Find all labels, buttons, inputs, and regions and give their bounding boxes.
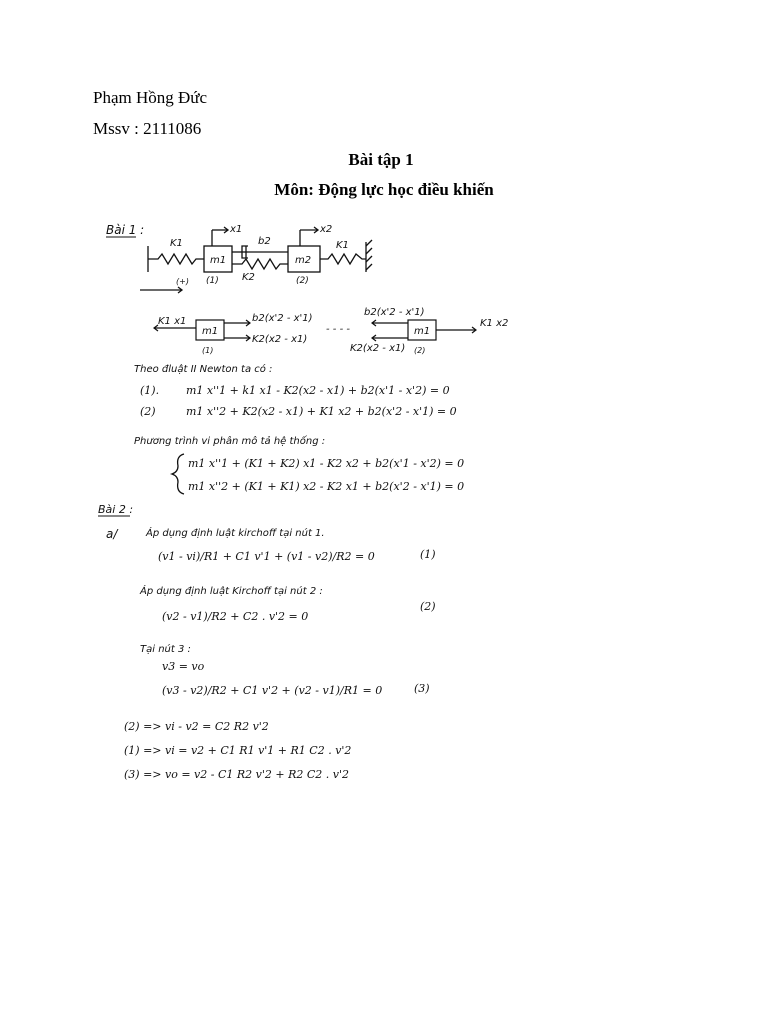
result-2: (1) => vi = v2 + C1 R1 v'1 + R1 C2 . v'2 bbox=[124, 744, 352, 757]
fbd-label-mass-1: m1 bbox=[202, 326, 219, 337]
kirchhoff-node2-intro: Áp dụng định luật Kirchoff tại nút 2 : bbox=[140, 586, 323, 597]
fbd-label-k2-left: K2(x2 - x1) bbox=[252, 334, 308, 345]
kirchhoff-node3-number: (3) bbox=[414, 682, 430, 695]
label-m2: m2 bbox=[295, 255, 312, 266]
label-node-1: (1) bbox=[206, 276, 219, 286]
system-eq2: m1 x''2 + (K1 + K1) x2 - K2 x1 + b2(x'2 - x'1) = 0 bbox=[188, 480, 465, 493]
label-k1: K1 bbox=[170, 238, 183, 249]
kirchhoff-node1-intro: Áp dụng định luật kirchoff tại nút 1. bbox=[146, 528, 325, 539]
label-m1: m1 bbox=[210, 255, 227, 266]
fbd-label-b2-left: b2(x'2 - x'1) bbox=[252, 313, 313, 324]
eq2: m1 x''2 + K2(x2 - x1) + K1 x2 + b2(x'2 - x'1) = 0 bbox=[186, 405, 457, 418]
eq2-number: (2) bbox=[140, 405, 156, 418]
label-x2: x2 bbox=[320, 224, 333, 235]
fbd-label-k1x2: K1 x2 bbox=[480, 318, 509, 329]
wall-hatch-4 bbox=[366, 264, 372, 270]
fbd-dots: - - - - bbox=[326, 324, 350, 335]
fbd-label-k2-right: K2(x2 - x1) bbox=[350, 343, 406, 354]
fbd-label-b2-right: b2(x'2 - x'1) bbox=[364, 307, 425, 318]
label-node-2: (2) bbox=[296, 276, 309, 286]
author-name: Phạm Hồng Đức bbox=[93, 88, 208, 107]
system-eq1: m1 x''1 + (K1 + K2) x1 - K2 x2 + b2(x'1 - x'2) = 0 bbox=[188, 457, 465, 470]
kirchhoff-node2-number: (2) bbox=[420, 600, 436, 613]
result-1: (2) => vi - v2 = C2 R2 v'2 bbox=[124, 720, 269, 733]
document-title: Bài tập 1 bbox=[348, 150, 414, 169]
fbd-label-k1x1: K1 x1 bbox=[158, 316, 187, 327]
node3-intro: Tại nút 3 : bbox=[140, 644, 191, 655]
bai2-label: Bài 2 : bbox=[98, 503, 134, 516]
kirchhoff-node1-eq: (v1 - vi)/R1 + C1 v'1 + (v1 - v2)/R2 = 0 bbox=[158, 550, 375, 563]
wall-hatch-3 bbox=[366, 256, 372, 262]
wall-hatch-2 bbox=[366, 248, 372, 254]
part-a-label: a/ bbox=[106, 527, 118, 541]
fbd-label-mass-2: m1 bbox=[414, 326, 431, 337]
label-k2: K2 bbox=[242, 272, 255, 283]
kirchhoff-node3-eq: (v3 - v2)/R2 + C1 v'2 + (v2 - v1)/R1 = 0 bbox=[162, 684, 383, 697]
spring-k1 bbox=[148, 254, 204, 264]
mass-spring-diagram bbox=[140, 227, 372, 293]
fbd-label-num-1: (1) bbox=[202, 346, 214, 355]
label-x1: x1 bbox=[230, 224, 243, 235]
spring-k1-right bbox=[320, 254, 366, 264]
subject-title: Môn: Động lực học điều khiến bbox=[274, 180, 494, 199]
bai1-label: Bài 1 : bbox=[106, 223, 145, 237]
newton-intro: Theo đluật II Newton ta có : bbox=[134, 364, 273, 375]
fbd-label-num-2: (2) bbox=[414, 346, 426, 355]
node3-relation: v3 = vo bbox=[162, 660, 205, 673]
label-k1-right: K1 bbox=[336, 240, 349, 251]
eq1: m1 x''1 + k1 x1 - K2(x2 - x1) + b2(x'1 - x'2) = 0 bbox=[186, 384, 450, 397]
kirchhoff-node1-number: (1) bbox=[420, 548, 436, 561]
wall-hatch-1 bbox=[366, 240, 372, 246]
student-id: Mssv : 2111086 bbox=[93, 119, 202, 138]
system-intro: Phương trình vi phân mô tả hệ thống : bbox=[134, 436, 326, 447]
eq1-number: (1). bbox=[140, 384, 160, 397]
handwritten-scan-drawing bbox=[92, 208, 532, 813]
result-3: (3) => vo = v2 - C1 R2 v'2 + R2 C2 . v'2 bbox=[124, 768, 350, 781]
handwritten-scan bbox=[92, 208, 532, 813]
system-brace bbox=[172, 454, 184, 494]
spring-k2 bbox=[232, 259, 288, 269]
label-b2: b2 bbox=[258, 236, 271, 247]
kirchhoff-node2-eq: (v2 - v1)/R2 + C2 . v'2 = 0 bbox=[162, 610, 309, 623]
label-positive-direction: (+) bbox=[176, 277, 189, 286]
